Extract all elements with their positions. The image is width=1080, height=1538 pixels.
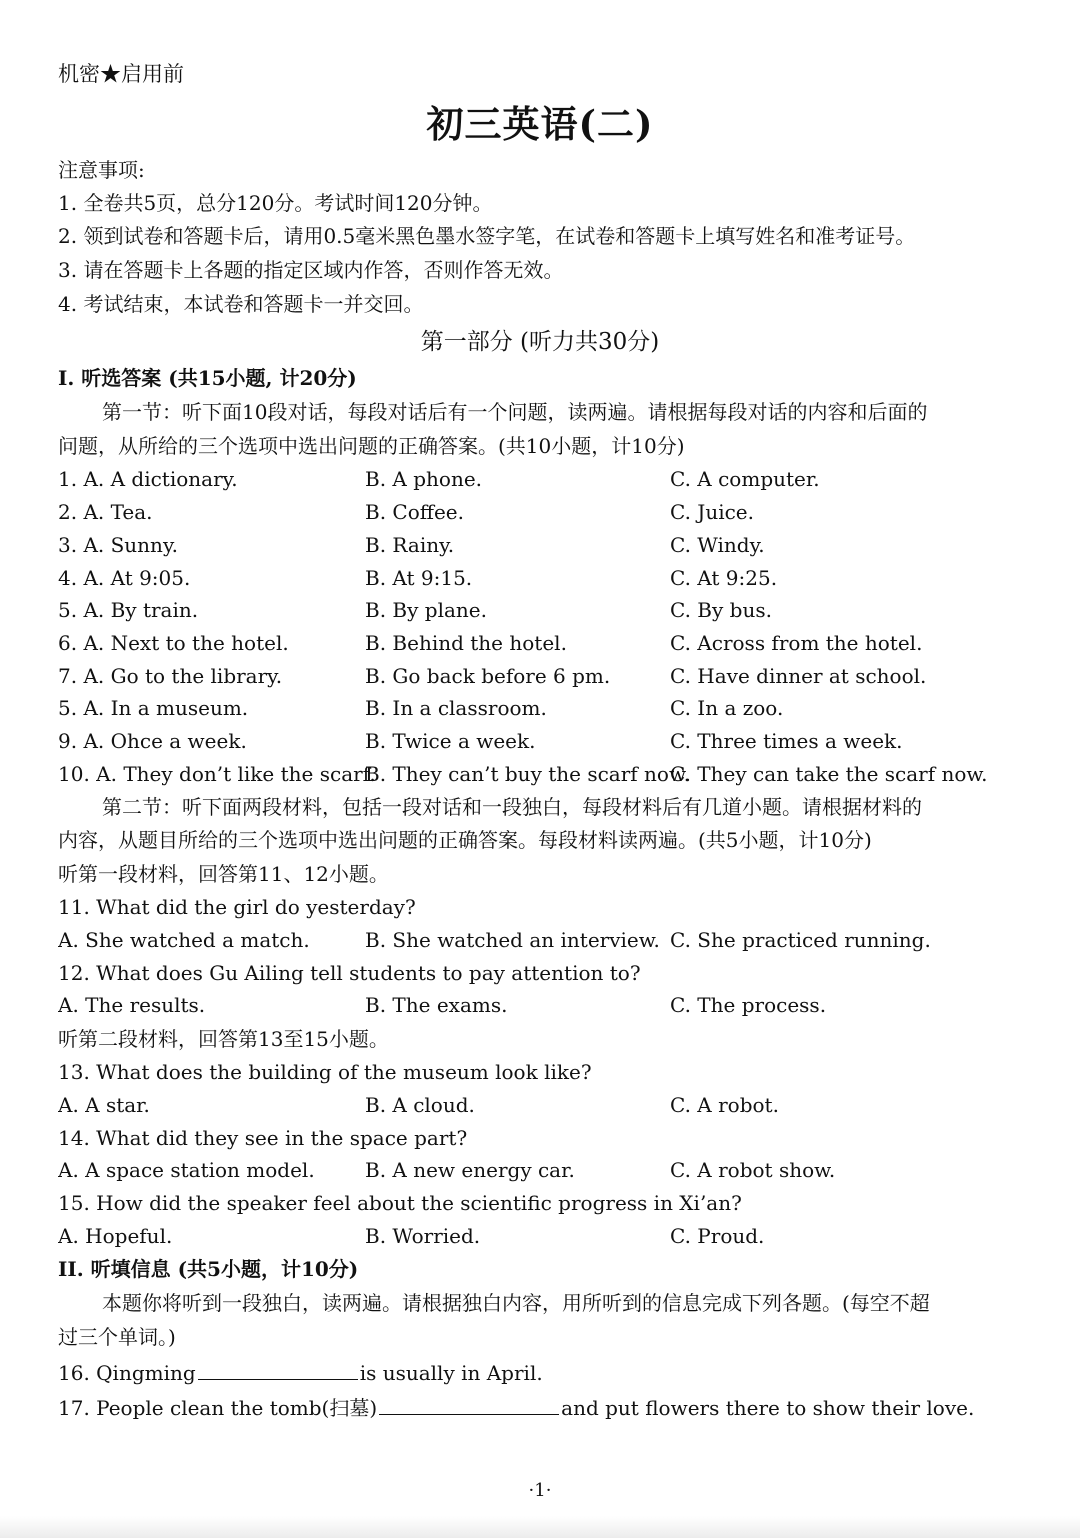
section1-sub1-intro: 第一节：听下面10段对话，每段对话后有一个问题，读两遍。请根据每段对话的内容和后面的 (102, 400, 928, 424)
page-bottom-shadow (0, 1516, 1080, 1538)
option-b: B. Go back before 6 pm. (365, 664, 611, 688)
option-c: C. By bus. (670, 598, 772, 622)
page-number: ·1· (528, 1480, 552, 1501)
option-c: C. Windy. (670, 533, 765, 557)
question-stem: 13. What does the building of the museum look like? (58, 1060, 592, 1084)
option-b: B. In a classroom. (365, 696, 547, 720)
question-row (58, 758, 1040, 791)
note-item: 3. 请在答题卡上各题的指定区域内作答，否则作答无效。 (58, 258, 564, 282)
question-row (58, 463, 1040, 496)
question-row (58, 1154, 1040, 1187)
option-b: B. The exams. (365, 993, 508, 1017)
question-16-text-before: 16. Qingming (58, 1361, 196, 1385)
note-item: 4. 考试结束，本试卷和答题卡一并交回。 (58, 292, 424, 316)
question-row (58, 562, 1040, 595)
option-c: C. At 9:25. (670, 566, 778, 590)
section2-heading: II. 听填信息 (共5小题，计10分) (58, 1257, 359, 1281)
option-c: C. In a zoo. (670, 696, 784, 720)
option-a: A. A space station model. (58, 1158, 315, 1182)
notes-heading: 注意事项: (58, 158, 145, 182)
section1-heading: I. 听选答案 (共15小题, 计20分) (58, 366, 357, 390)
option-a: 2. A. Tea. (58, 500, 153, 524)
note-item: 1. 全卷共5页，总分120分。考试时间120分钟。 (58, 191, 493, 215)
question-row (58, 496, 1040, 529)
option-c: C. The process. (670, 993, 827, 1017)
option-a: 4. A. At 9:05. (58, 566, 191, 590)
question-17-text-after: and put flowers there to show their love. (561, 1396, 975, 1420)
material1-instruction: 听第一段材料，回答第11、12小题。 (58, 862, 389, 886)
option-b: B. Coffee. (365, 500, 464, 524)
option-a: 9. A. Ohce a week. (58, 729, 247, 753)
section2-intro: 本题你将听到一段独白，读两遍。请根据独白内容，用所听到的信息完成下列各题。(每空不超 (102, 1291, 930, 1315)
question-row (58, 924, 1040, 957)
option-c: C. A robot show. (670, 1158, 836, 1182)
option-b: B. By plane. (365, 598, 487, 622)
note-item: 2. 领到试卷和答题卡后，请用0.5毫米黑色墨水签字笔，在试卷和答题卡上填写姓名和准考证号。 (58, 224, 916, 248)
question-17-text-before: 17. People clean the tomb(扫墓) (58, 1396, 378, 1420)
option-b: B. Twice a week. (365, 729, 536, 753)
option-b: B. Worried. (365, 1224, 481, 1248)
question-row (58, 627, 1040, 660)
section1-sub2-intro-cont: 内容，从题目所给的三个选项中选出问题的正确答案。每段材料读两遍。(共5小题，计10分) (58, 828, 872, 852)
option-c: C. She practiced running. (670, 928, 931, 952)
question-row (58, 725, 1040, 758)
option-a: A. The results. (58, 993, 206, 1017)
section1-sub1-intro-cont: 问题，从所给的三个选项中选出问题的正确答案。(共10小题，计10分) (58, 434, 685, 458)
option-a: A. She watched a match. (58, 928, 310, 952)
question-stem: 12. What does Gu Ailing tell students to pay attention to? (58, 961, 641, 985)
answer-blank-17[interactable] (379, 1390, 559, 1415)
option-b: B. At 9:15. (365, 566, 473, 590)
question-row (58, 1089, 1040, 1122)
option-c: C. Across from the hotel. (670, 631, 923, 655)
option-b: B. Rainy. (365, 533, 455, 557)
question-16-text-after: is usually in April. (359, 1361, 543, 1385)
option-a: 3. A. Sunny. (58, 533, 178, 557)
section2-intro-cont: 过三个单词。) (58, 1325, 176, 1349)
question-row (58, 989, 1040, 1022)
question-row (58, 529, 1040, 562)
option-a: 1. A. A dictionary. (58, 467, 238, 491)
question-16 (58, 1355, 1040, 1388)
option-b: B. A phone. (365, 467, 483, 491)
option-c: C. Juice. (670, 500, 754, 524)
option-a: 7. A. Go to the library. (58, 664, 283, 688)
option-a: A. A star. (58, 1093, 150, 1117)
option-b: B. They can’t buy the scarf now. (365, 762, 691, 786)
page-title: 初三英语(二) (426, 102, 654, 146)
option-b: B. A cloud. (365, 1093, 475, 1117)
option-b: B. She watched an interview. (365, 928, 660, 952)
option-b: B. Behind the hotel. (365, 631, 567, 655)
answer-blank-16[interactable] (198, 1355, 358, 1380)
material2-instruction: 听第二段材料，回答第13至15小题。 (58, 1027, 389, 1051)
question-stem: 15. How did the speaker feel about the scientific progress in Xi’an? (58, 1191, 742, 1215)
option-a: 5. A. By train. (58, 598, 199, 622)
option-c: C. A computer. (670, 467, 820, 491)
question-row (58, 660, 1040, 693)
option-a: 5. A. In a museum. (58, 696, 249, 720)
option-c: C. They can take the scarf now. (670, 762, 988, 786)
question-stem: 11. What did the girl do yesterday? (58, 895, 416, 919)
option-a: 6. A. Next to the hotel. (58, 631, 289, 655)
question-row (58, 692, 1040, 725)
question-row (58, 1220, 1040, 1253)
option-c: C. Three times a week. (670, 729, 903, 753)
option-b: B. A new energy car. (365, 1158, 575, 1182)
option-c: C. Have dinner at school. (670, 664, 927, 688)
option-c: C. Proud. (670, 1224, 765, 1248)
question-17 (58, 1390, 1040, 1423)
confidential-label: 机密★启用前 (58, 62, 184, 86)
option-c: C. A robot. (670, 1093, 779, 1117)
section1-sub2-intro: 第二节：听下面两段材料，包括一段对话和一段独白，每段材料后有几道小题。请根据材料的 (102, 795, 922, 819)
option-a: 10. A. They don’t like the scarf. (58, 762, 376, 786)
question-stem: 14. What did they see in the space part? (58, 1126, 468, 1150)
question-row (58, 594, 1040, 627)
part1-title: 第一部分 (听力共30分) (420, 329, 660, 355)
option-a: A. Hopeful. (58, 1224, 173, 1248)
